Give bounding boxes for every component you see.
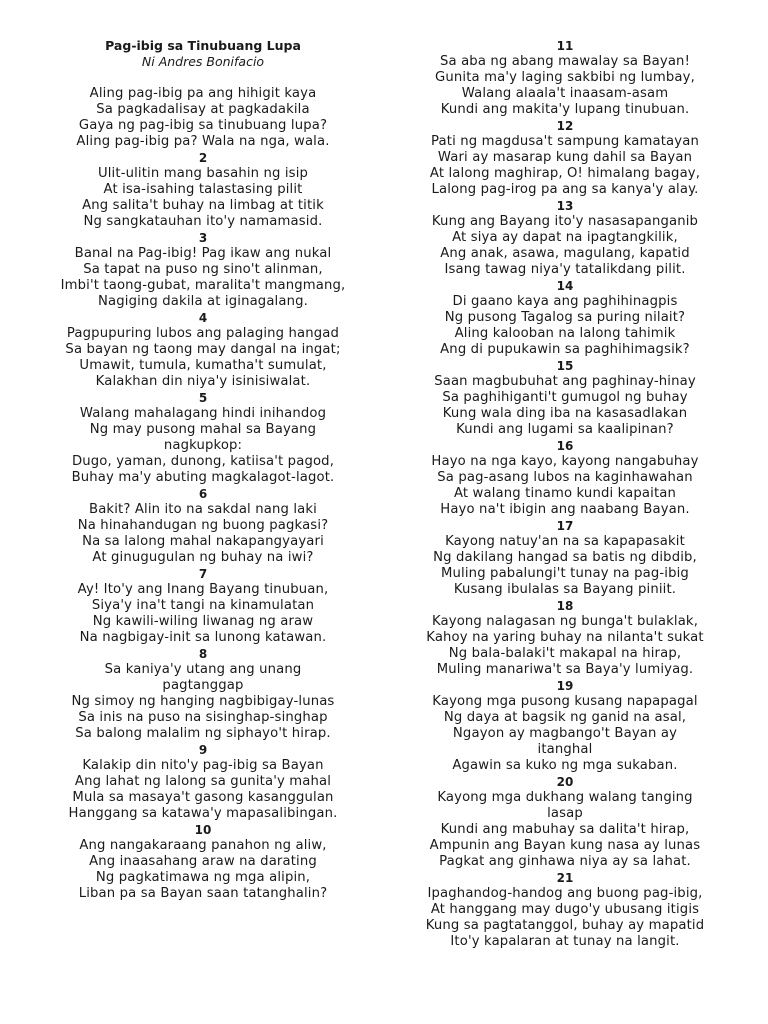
- poem-line: Sa bayan ng taong may dangal na ingat;: [65, 342, 341, 357]
- stanza: [385, 438, 745, 518]
- stanza-number: 6: [198, 487, 208, 501]
- poem-line: Kayong nalagasan ng bunga't bulaklak,: [431, 614, 699, 629]
- poem-line: Sa pagkadalisay at pagkadakila: [96, 102, 310, 117]
- poem-line: Kalakip din nito'y pag-ibig sa Bayan: [82, 758, 324, 773]
- poem-line: Di gaano kaya ang paghihinagpis: [452, 294, 678, 309]
- poem-line: Pati ng magdusa't sampung kamatayan: [431, 134, 699, 149]
- stanza: [385, 278, 745, 358]
- stanza: [385, 358, 745, 438]
- poem-line: At siya ay dapat na ipagtangkilik,: [452, 230, 678, 245]
- stanza: [23, 486, 383, 566]
- poem-line: Ang di pupukawin sa paghihimagsik?: [440, 342, 690, 357]
- poem-line: Kung sa pagtatanggol, buhay ay mapatid: [425, 918, 705, 933]
- stanza: [23, 742, 383, 822]
- poem-line: Bakit? Alin ito na sakdal nang laki: [89, 502, 317, 517]
- poem-line: Ang nangakaraang panahon ng aliw,: [79, 838, 327, 853]
- poem-line: Ng dakilang hangad sa batis ng dibdib,: [433, 550, 697, 565]
- poem-line: Ang salita't buhay na limbag at titik: [82, 198, 324, 213]
- stanza-number: 3: [198, 231, 208, 245]
- poem-line: Ng sangkatauhan ito'y namamasid.: [83, 214, 323, 229]
- poem-line: Ulit-ulitin mang basahin ng isip: [97, 166, 309, 181]
- poem-line: Ng pagkatimawa ng mga alipin,: [95, 870, 311, 885]
- poem-line: Siya'y ina't tangi na kinamulatan: [91, 598, 315, 613]
- poem-line: Kung wala ding iba na kasasadlakan: [442, 406, 688, 421]
- poem-line: Gaya ng pag-ibig sa tinubuang lupa?: [78, 118, 328, 133]
- poem-line: Isang tawag niya'y tatalikdang pilit.: [444, 262, 686, 277]
- poem-line: Aling pag-ibig pa? Wala na nga, wala.: [76, 134, 330, 149]
- poem-line: Kayong mga pusong kusang napapagal: [432, 694, 698, 709]
- poem-line: Na nagbigay-init sa lunong katawan.: [79, 630, 327, 645]
- poem-line: At lalong maghirap, O! himalang bagay,: [429, 166, 701, 181]
- poem-line: Agawin sa kuko ng mga sukaban.: [452, 758, 678, 773]
- poem-line: Sa paghihiganti't gumugol ng buhay: [442, 390, 688, 405]
- stanza: [385, 198, 745, 278]
- stanza-number: 2: [198, 151, 208, 165]
- poem-line: Ampunin ang Bayan kung nasa ay lunas: [429, 838, 701, 853]
- poem-line: Pagkat ang ginhawa niya ay sa lahat.: [439, 854, 691, 869]
- stanza: [385, 38, 745, 118]
- stanza-number: 16: [556, 439, 574, 453]
- poem-line: Sa inis na puso na sisinghap-singhap: [78, 710, 328, 725]
- stanza-number: 19: [556, 679, 574, 693]
- poem-line: Sa pag-asang lubos na kaginhawahan: [437, 470, 693, 485]
- stanza-number: 4: [198, 311, 208, 325]
- poem-line: Ito'y kapalaran at tunay na langit.: [450, 934, 680, 949]
- stanza: [23, 566, 383, 646]
- stanza: [23, 822, 383, 902]
- right-stanzas: [385, 38, 745, 950]
- poem-line: itanghal: [537, 742, 593, 757]
- poem-line: Ng kawili-wiling liwanag ng araw: [92, 614, 314, 629]
- stanza-number: 7: [198, 567, 208, 581]
- stanza: [385, 678, 745, 774]
- poem-line: Kundi ang makita'y lupang tinubuan.: [440, 102, 690, 117]
- poem-line: Ng may pusong mahal sa Bayang: [89, 422, 317, 437]
- poem-line: Ng bala-balaki't makapal na hirap,: [448, 646, 682, 661]
- poem-line: Na sa lalong mahal nakapangyayari: [82, 534, 324, 549]
- left-stanzas: [23, 86, 383, 902]
- poem-line: Ang inaasahang araw na darating: [89, 854, 317, 869]
- stanza-number: 21: [556, 871, 574, 885]
- stanza: [23, 230, 383, 310]
- stanza-number: 14: [556, 279, 574, 293]
- poem-line: Walang mahalagang hindi inihandog: [79, 406, 327, 421]
- poem-line: Na hinahandugan ng buong pagkasi?: [77, 518, 329, 533]
- poem-line: nagkupkop:: [163, 438, 243, 453]
- stanza-number: 15: [556, 359, 574, 373]
- poem-line: Buhay ma'y abuting magkalagot-lagot.: [71, 470, 335, 485]
- poem-line: Sa tapat na puso ng sino't alinman,: [83, 262, 323, 277]
- stanza-number: 12: [556, 119, 574, 133]
- stanza-number: 11: [556, 39, 574, 53]
- poem-line: Ngayon ay magbango't Bayan ay: [452, 726, 678, 741]
- stanza-number: 18: [556, 599, 574, 613]
- poem-line: Mula sa masaya't gasong kasanggulan: [72, 790, 334, 805]
- poem-line: Kayong natuy'an na sa kapapasakit: [445, 534, 685, 549]
- stanza: [23, 646, 383, 742]
- stanza: [23, 390, 383, 486]
- poem-line: Kahoy na yaring buhay na nilanta't sukat: [426, 630, 704, 645]
- stanza: [385, 774, 745, 870]
- poem-line: At hanggang may dugo'y ubusang itigis: [430, 902, 700, 917]
- right-column: [385, 38, 745, 950]
- poem-line: Kusang ibulalas sa Bayang piniit.: [453, 582, 677, 597]
- poem-line: Sa kaniya'y utang ang unang: [104, 662, 302, 677]
- poem-author: Ni Andres Bonifacio: [141, 54, 265, 69]
- poem-line: Ng simoy ng hanging nagbibigay-lunas: [71, 694, 335, 709]
- stanza: [385, 518, 745, 598]
- stanza-number: 13: [556, 199, 574, 213]
- poem-line: Hayo na nga kayo, kayong nangabuhay: [431, 454, 699, 469]
- poem-line: Saan magbubuhat ang paghinay-hinay: [434, 374, 696, 389]
- poem-line: Ng daya at bagsik ng ganid na asal,: [443, 710, 687, 725]
- poem-line: Ipaghandog-handog ang buong pag-ibig,: [427, 886, 703, 901]
- stanza-number: 9: [198, 743, 208, 757]
- poem-line: Kalakhan din niya'y isinisiwalat.: [95, 374, 311, 389]
- poem-line: Hanggang sa katawa'y mapasalibingan.: [68, 806, 338, 821]
- stanza: [385, 118, 745, 198]
- poem-line: lasap: [547, 806, 583, 821]
- poem-line: Aling pag-ibig pa ang hihigit kaya: [89, 86, 317, 101]
- stanza: [23, 150, 383, 230]
- stanza: [385, 870, 745, 950]
- poem-line: Ay! Ito'y ang Inang Bayang tinubuan,: [77, 582, 329, 597]
- poem-line: Nagiging dakila at iginagalang.: [98, 294, 308, 309]
- poem-line: Hayo na't ibigin ang naabang Bayan.: [440, 502, 690, 517]
- poem-line: Walang alaala't inaasam-asam: [461, 86, 669, 101]
- stanza-number: 8: [198, 647, 208, 661]
- stanza-number: 5: [198, 391, 208, 405]
- stanza-number: 10: [194, 823, 212, 837]
- poem-line: Banal na Pag-ibig! Pag ikaw ang nukal: [74, 246, 332, 261]
- poem-line: Kayong mga dukhang walang tanging: [437, 790, 693, 805]
- poem-line: Aling kalooban na lalong tahimik: [454, 326, 676, 341]
- poem-line: Umawit, tumula, kumatha't sumulat,: [79, 358, 327, 373]
- poem-line: Pagpupuring lubos ang palaging hangad: [66, 326, 340, 341]
- poem-title: Pag-ibig sa Tinubuang Lupa: [105, 38, 301, 53]
- poem-line: Sa balong malalim ng siphayo't hirap.: [75, 726, 331, 741]
- poem-line: At isa-isahing talastasing pilit: [103, 182, 303, 197]
- stanza: [23, 86, 383, 150]
- poem-line: Kundi ang lugami sa kaalipinan?: [456, 422, 674, 437]
- stanza: [385, 598, 745, 678]
- stanza-number: 17: [556, 519, 574, 533]
- poem-line: Dugo, yaman, dunong, katiisa't pagod,: [71, 454, 335, 469]
- left-column: [23, 38, 383, 902]
- poem-line: Muling manariwa't sa Baya'y lumiyag.: [436, 662, 694, 677]
- poem-line: At ginugugulan ng buhay na iwi?: [92, 550, 314, 565]
- poem-line: Lalong pag-irog pa ang sa kanya'y alay.: [431, 182, 699, 197]
- poem-line: Ang anak, asawa, magulang, kapatid: [440, 246, 690, 261]
- poem-line: pagtanggap: [162, 678, 244, 693]
- poem-line: Kung ang Bayang ito'y nasasapanganib: [431, 214, 699, 229]
- poem-line: Ang lahat ng lalong sa gunita'y mahal: [74, 774, 332, 789]
- poem-line: Muling pabalungi't tunay na pag-ibig: [441, 566, 689, 581]
- stanza-number: 20: [556, 775, 574, 789]
- poem-line: Wari ay masarap kung dahil sa Bayan: [437, 150, 693, 165]
- poem-line: At walang tinamo kundi kapaitan: [453, 486, 677, 501]
- poem-line: Ng pusong Tagalog sa puring nilait?: [444, 310, 686, 325]
- poem-line: Kundi ang mabuhay sa dalita't hirap,: [440, 822, 690, 837]
- poem-line: Imbi't taong-gubat, maralita't mangmang,: [60, 278, 346, 293]
- poem-line: Sa aba ng abang mawalay sa Bayan!: [439, 54, 691, 69]
- poem-line: Liban pa sa Bayan saan tatanghalin?: [78, 886, 328, 901]
- poem-line: Gunita ma'y laging sakbibi ng lumbay,: [435, 70, 695, 85]
- stanza: [23, 310, 383, 390]
